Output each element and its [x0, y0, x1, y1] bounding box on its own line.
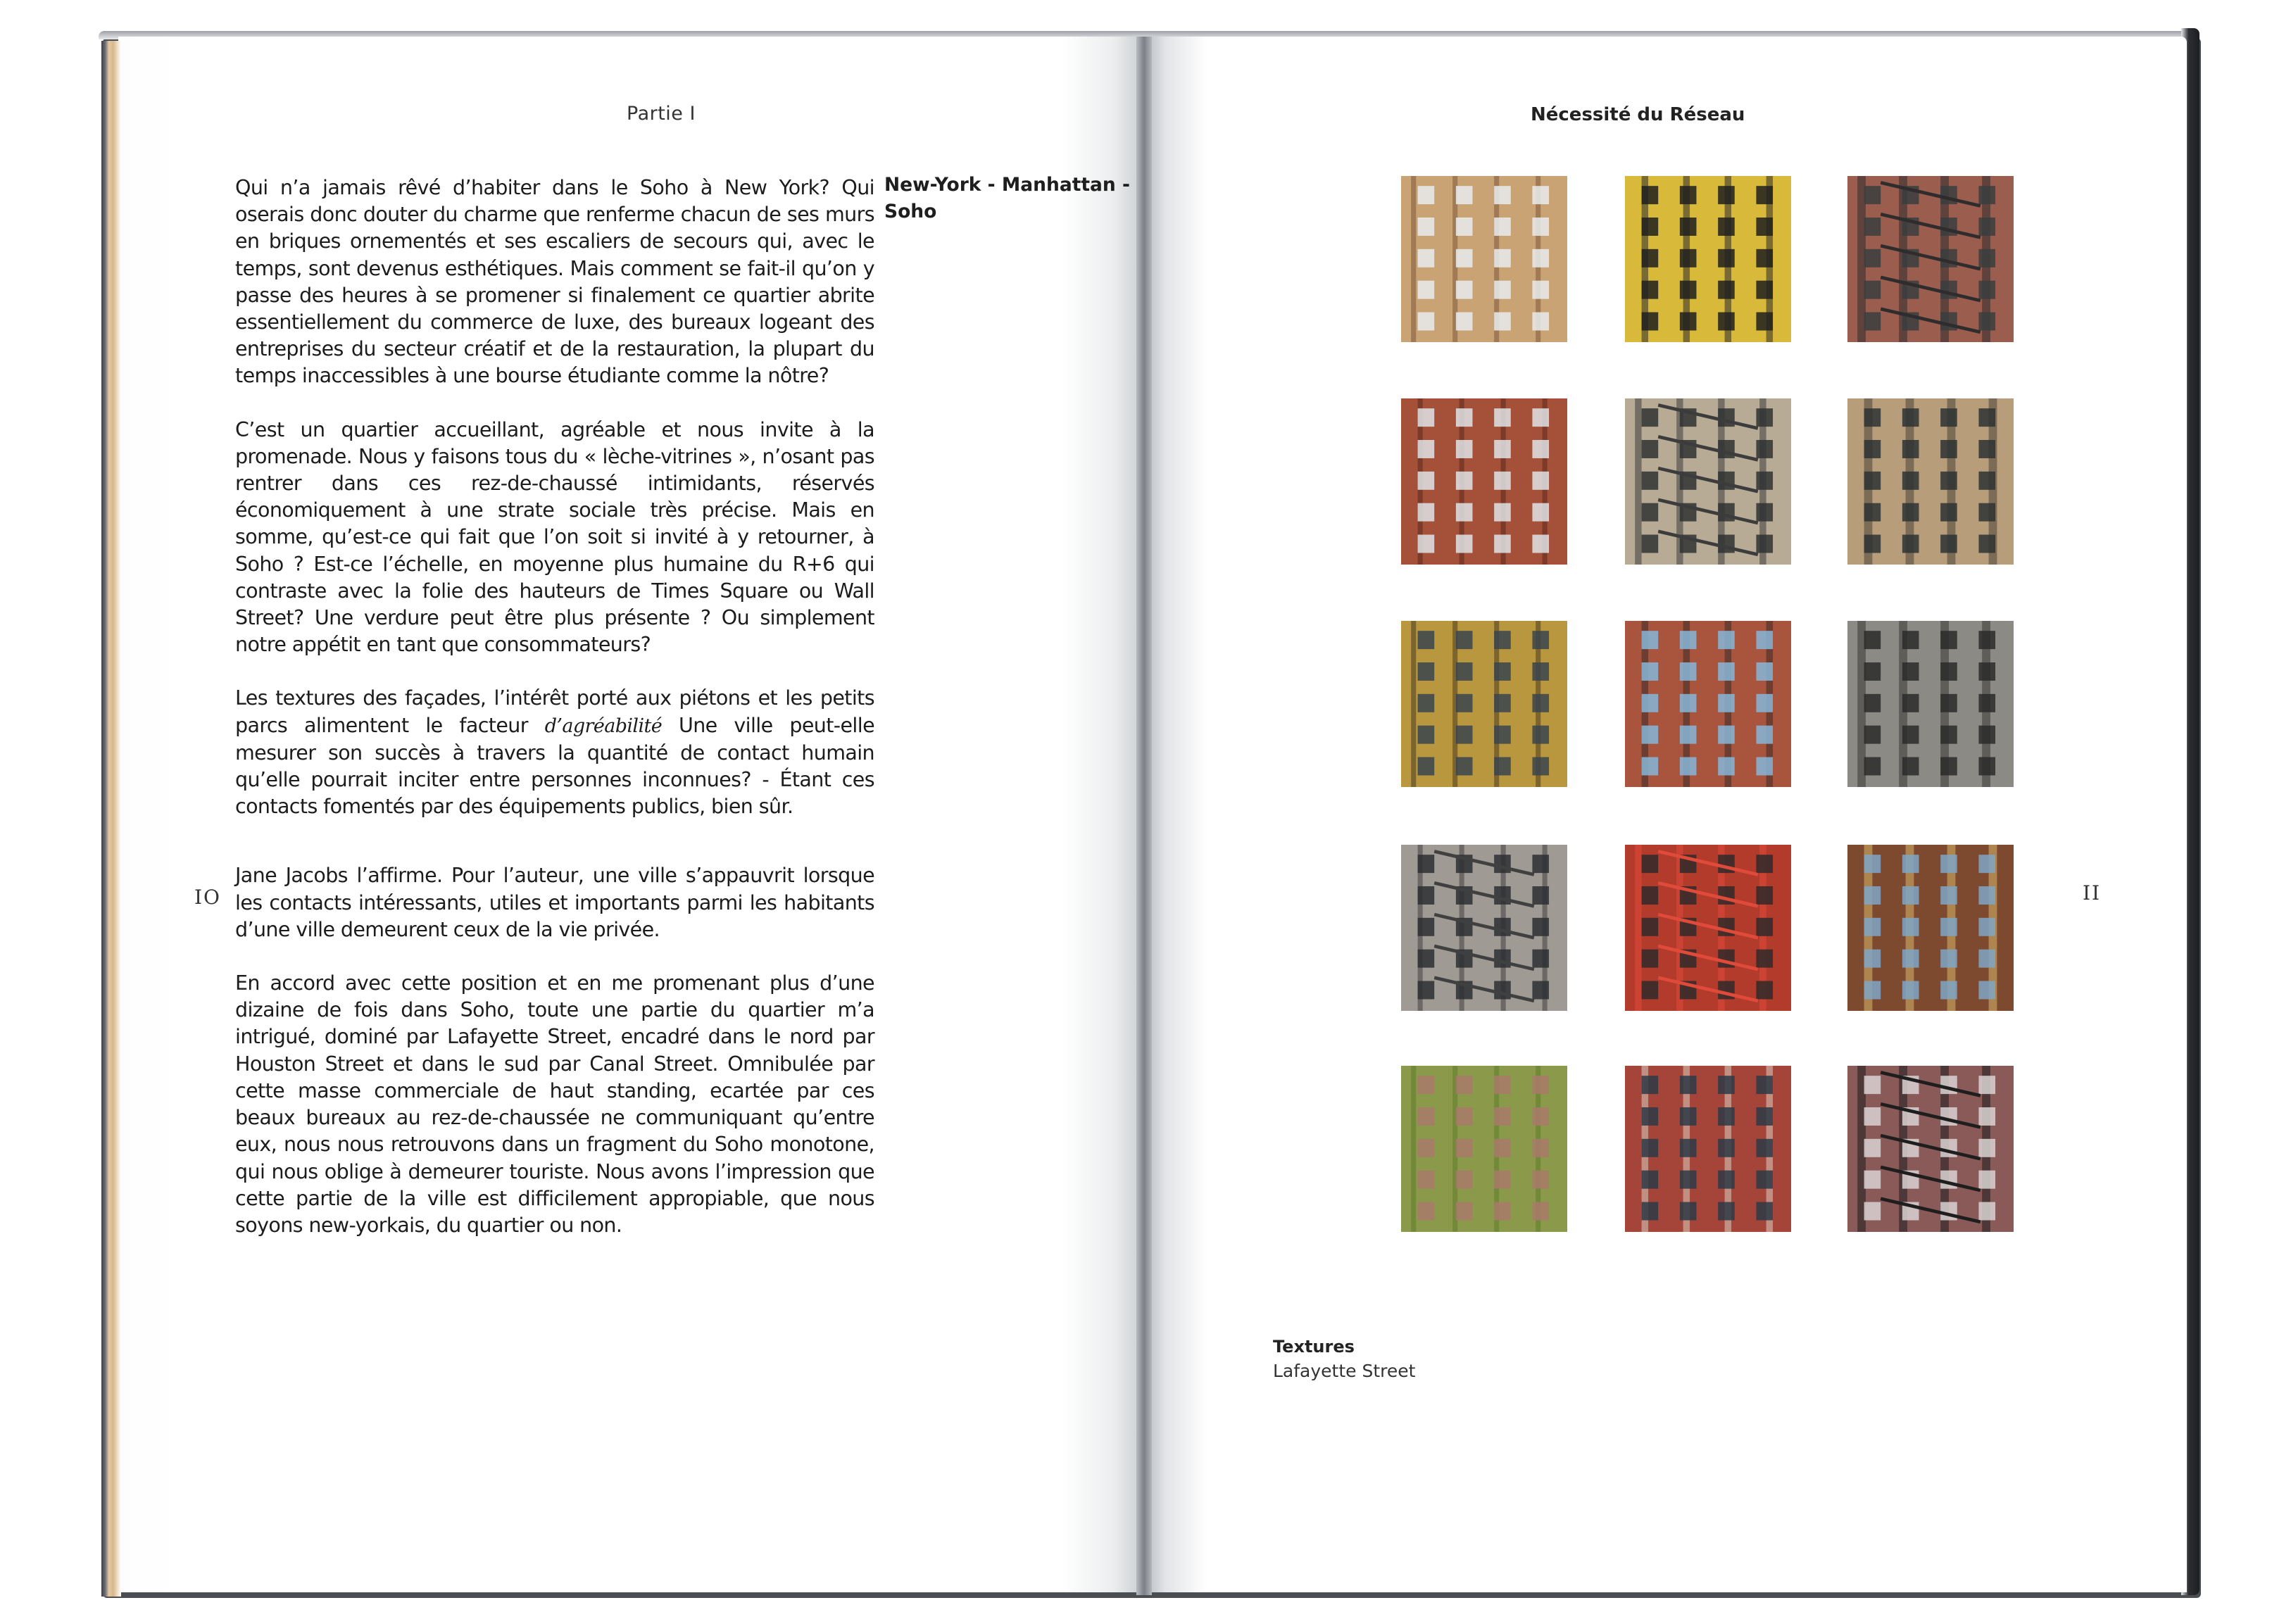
- photo-tenement-fire-escape: [1401, 845, 1567, 1011]
- paragraph-quartier: C’est un quartier accueillant, agréable et nous invite à la promenade. Nous y faisons tous du « lèche-vitrines », n’osant pas rentrer dans ces rez-de-chaussé intimidants, réservés économiquement à une strate sociale très précise. Mais en somme, qu’est-ce qui fait que l’on soit si invité à y retourner, à Soho ? Est-ce l’échelle, en moyenne plus humaine du R+6 qui contraste avec la folie des hauteurs de Times Square ou Wall Street? Une verdure peut être plus présente ? Ou simplement notre appétit en tant que consommateurs?: [235, 417, 874, 657]
- photo-tan-brick-windows: [1401, 176, 1567, 342]
- book-gutter: [1136, 37, 1152, 1595]
- side-heading: New-York - Manhattan - Soho: [884, 174, 1131, 222]
- photo-yellow-facade: [1625, 176, 1791, 342]
- paragraph-textures: [235, 685, 874, 820]
- photo-dark-fire-escape: [1847, 1066, 2014, 1232]
- left-page-edges: [101, 41, 121, 1597]
- photo-fire-escape-grey: [1625, 398, 1791, 565]
- textures-text-after: Une ville peut-elle mesurer son succès à travers la quantité de contact humain qu’elle pourrait inciter entre personnes inconnues? - Étant ces contacts fomentés par des équipements publics, bien sûr.: [235, 713, 875, 819]
- caption-title: Textures: [1273, 1337, 1355, 1357]
- body-text: [235, 175, 874, 1266]
- photo-red-tenement: [1625, 1066, 1791, 1232]
- page-number-right: II: [2083, 881, 2102, 905]
- textures-text-before: Les textures des façades, l’intérêt porté aux piétons et les petits parcs alimentent le facteur: [235, 686, 874, 737]
- photo-brown-brick-blue-windows: [1847, 845, 2014, 1011]
- paragraph-lafayette: En accord avec cette position et en me promenant plus d’une dizaine de fois dans Soho, toute une partie du quartier m’a intrigué, dominé par Lafayette Street, encadré dans le nord par Houston Street et dans le sud par Canal Street. Omnibulée par cette masse commerciale de haut standing, ecartée par ces beaux bureaux au rez-de-chaussée ne communiquant qu’entre eux, nous nous retrouvons dans un fragment du Soho monotone, qui nous oblige à demeurer touriste. Nous avons l’impression que cette partie de la ville est difficilement appropiable, que nous soyons new-yorkais, du quartier ou non.: [235, 971, 874, 1237]
- photo-tall-yellow-tower: [1401, 621, 1567, 787]
- running-head-left: Partie I: [627, 103, 696, 125]
- page-number-left: IO: [194, 886, 222, 909]
- caption-subtitle: Lafayette Street: [1273, 1361, 1416, 1381]
- photo-grey-facade: [1847, 621, 2014, 787]
- paragraph-intro: Qui n’a jamais rêvé d’habiter dans le Soho à New York? Qui oserais donc douter du charme que renferme chacun de ses murs en briques ornementés et ses escaliers de secours qui, avec le temps, sont devenus esthétiques. Mais comment se fait-il qu’on y passe des heures à se promener si finalement ce quartier abrite essentiellement du commerce de luxe, des bureaux logeant des entreprises du secteur créatif et de la restauration, la plupart du temps inaccessibles à une bourse étudiante comme la nôtre?: [235, 176, 874, 388]
- photo-red-fire-escape: [1625, 845, 1791, 1011]
- photo-fire-escape-red: [1847, 176, 2014, 342]
- photo-red-brick-windows: [1401, 398, 1567, 565]
- figure-caption: [1273, 1335, 1415, 1384]
- running-head-right: Nécessité du Réseau: [1531, 104, 1745, 125]
- photo-ivy-wall: [1401, 1066, 1567, 1232]
- photo-brick-and-glass: [1625, 621, 1791, 787]
- paragraph-jane-jacobs: Jane Jacobs l’affirme. Pour l’auteur, une ville s’appauvrit lorsque les contacts intéressants, utiles et importants parmi les habitants d’une ville demeurent ceux de la vie privée.: [235, 864, 874, 941]
- emphasis-agreabilite: d’agréabilité: [544, 715, 663, 737]
- photo-grid-windows-beige: [1847, 398, 2014, 565]
